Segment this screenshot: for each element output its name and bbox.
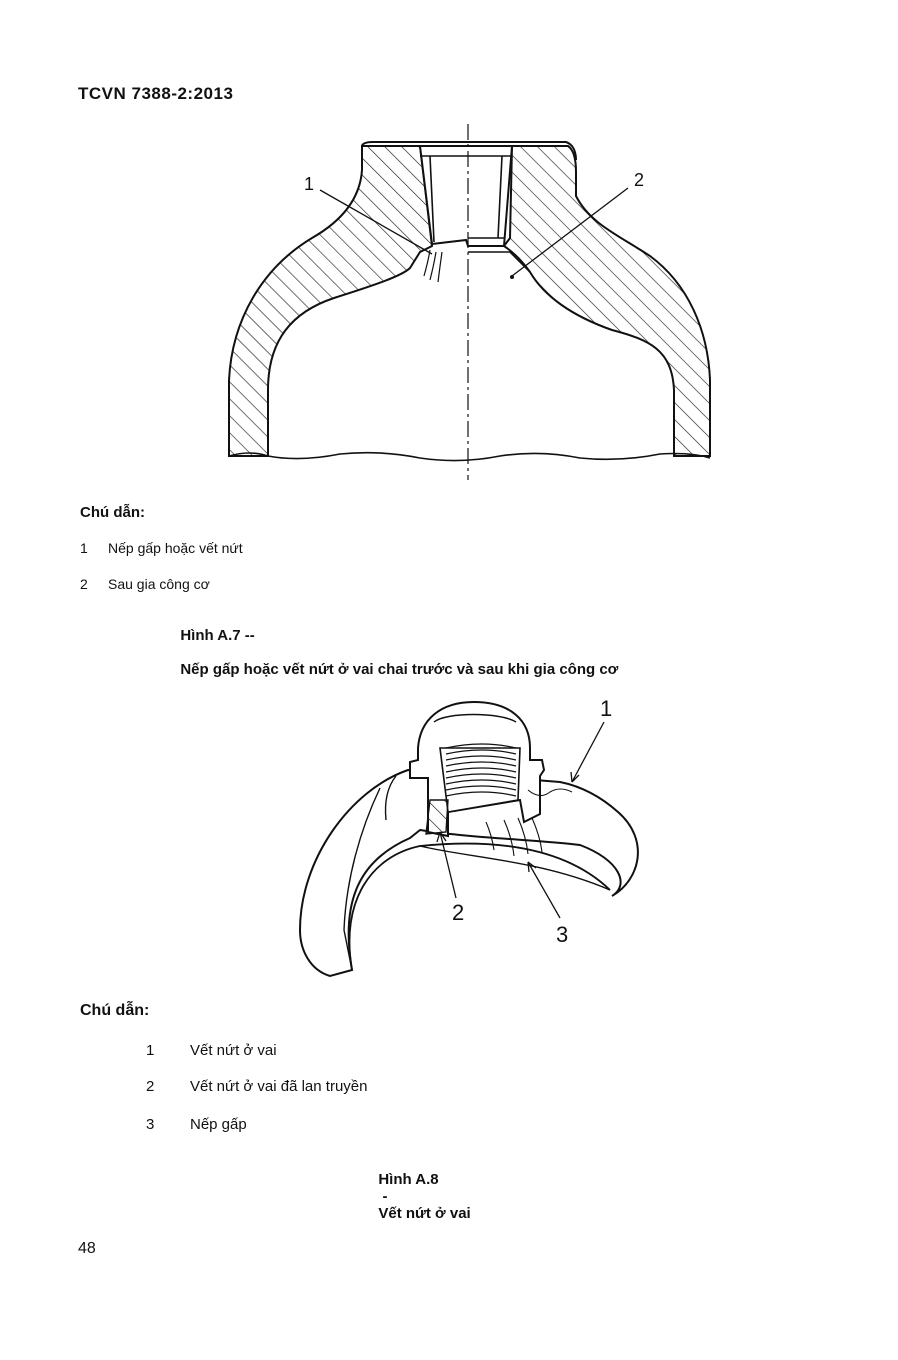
- legend-title: Chú dẫn:: [80, 504, 145, 521]
- legend-num: 1: [146, 1042, 155, 1059]
- caption-label: Hình A.7 --: [180, 627, 255, 644]
- callout-1: 1: [600, 696, 613, 721]
- callout-1: 1: [304, 174, 315, 194]
- standard-code: TCVN 7388-2:2013: [78, 84, 234, 103]
- propagated-crack: [426, 800, 448, 834]
- caption-text: Vết nứt ở vai: [378, 1205, 471, 1222]
- legend-text: Nếp gấp: [190, 1116, 247, 1133]
- legend-text: Nếp gấp hoặc vết nứt: [108, 540, 243, 556]
- cylinder-wall-left: [229, 146, 432, 456]
- legend-text: Sau gia công cơ: [108, 576, 210, 592]
- legend-title: Chú dẫn:: [80, 1002, 150, 1019]
- figure-a8-drawing: [0, 680, 898, 1000]
- figure-caption: Hình A.8 - Vết nứt ở vai: [378, 1171, 471, 1222]
- callout-3: 3: [556, 922, 569, 947]
- page-number: 48: [78, 1240, 96, 1257]
- callout-2: 2: [634, 170, 645, 190]
- legend-num: 3: [146, 1116, 155, 1133]
- legend-text: Vết nứt ở vai đã lan truyền: [190, 1078, 368, 1095]
- cylinder-wall-right: [504, 146, 710, 456]
- legend-item: [146, 1042, 277, 1059]
- figure-caption: [172, 610, 618, 678]
- figure-a7-drawing: [0, 0, 898, 500]
- legend-item: [146, 1116, 247, 1133]
- crack-lines: [424, 250, 442, 282]
- legend-text: Vết nứt ở vai: [190, 1042, 277, 1059]
- caption-text: Nếp gấp hoặc vết nứt ở vai chai trước và sau khi gia công cơ: [180, 661, 619, 678]
- legend-item: [80, 540, 243, 556]
- legend-num: 1: [80, 540, 88, 556]
- legend-item: [80, 576, 210, 592]
- legend-num: 2: [146, 1078, 155, 1095]
- legend-item: [146, 1078, 367, 1095]
- legend-num: 2: [80, 576, 88, 592]
- caption-label: Hình A.8: [378, 1171, 439, 1188]
- callout-2: 2: [452, 900, 465, 925]
